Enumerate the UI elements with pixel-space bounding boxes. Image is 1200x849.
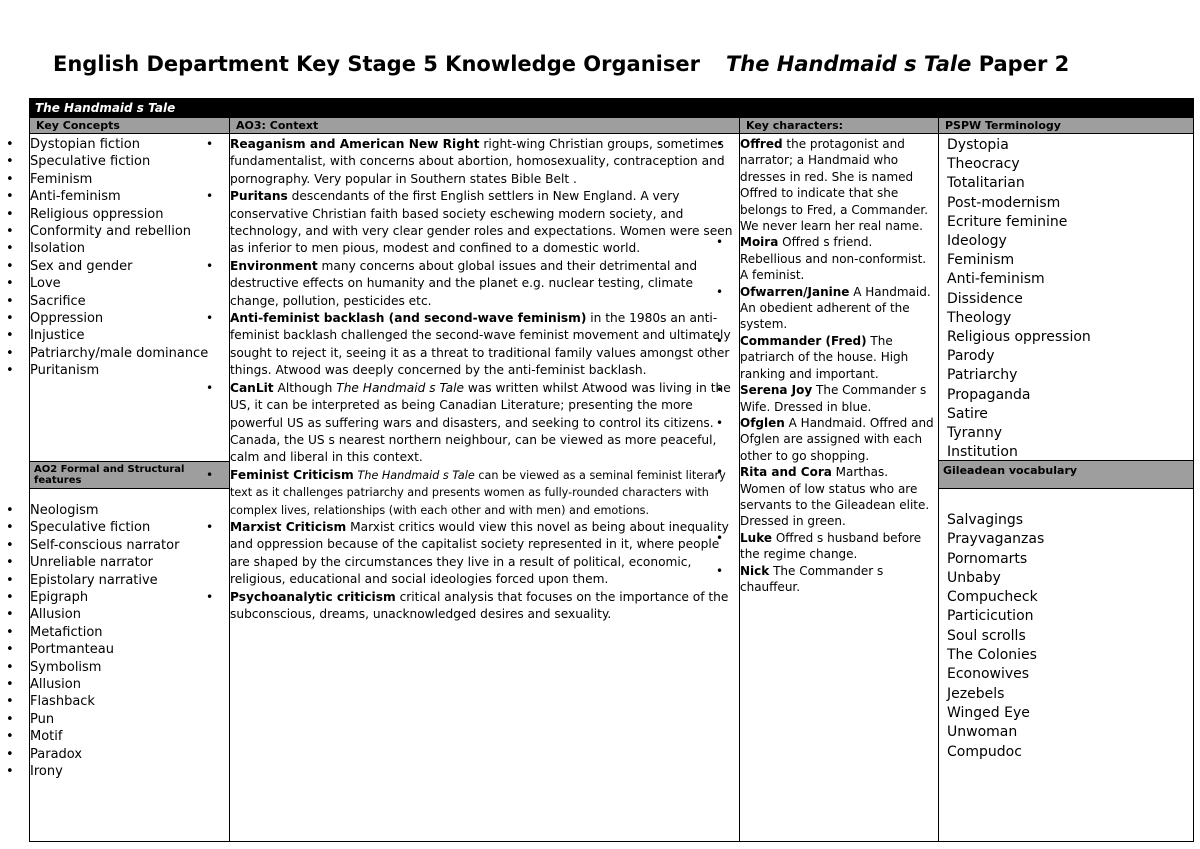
term-item: Salvagings [947,512,1024,528]
terminology-column [938,118,1193,841]
list-item: • Feminism [30,171,229,188]
list-item: • Motif [30,728,229,745]
sheet-title-bar: The Handmaid s Tale [30,99,1193,118]
character-name: Commander (Fred) [740,333,867,348]
list-item: • Oppression [30,310,229,327]
context-desc: Marxist critics would view this novel as being about inequality and oppression because of the capitalist society represented in it, where people are shaped by the circumstances they live in a result of political, economic, religious, educational and social ideologies forced upon them. [230,519,729,587]
character-desc: A Handmaid. Offred and Ofglen are assigned with each other to go shopping. [740,415,934,463]
term-item: Tyranny [947,425,1003,442]
character-desc: The Commander s chauffeur. [740,563,884,594]
list-item: • Love [30,275,229,292]
character-desc: The Commander s Wife. Dressed in blue. [740,383,927,414]
context-term: Environment [230,258,318,273]
list-item: • Epigraph [30,589,229,606]
term-item: Compudoc [947,743,1022,760]
character-item [740,530,934,563]
term-item: Econowives [947,666,1030,683]
characters-header: Key characters: [740,118,938,134]
character-name: Offred [740,137,783,151]
list-item: • Dystopian fiction [30,136,229,153]
character-name: Nick [740,563,770,578]
context-desc: was written whilst Atwood was living in the US, it can be interpreted as being Canadian Literature; presenting the more powerful US as suffering wars and disasters, and seeking to control its citizens. Canada, the US s nearest northern neighbour, can be viewed as more peaceful, calm and liberal in this context. [230,380,731,465]
key-concepts-column [30,118,229,841]
term-item: Patriarchy [947,367,1018,384]
list-item: • Self-conscious narrator [30,537,229,554]
term-item: Ecriture feminine [947,213,1068,230]
characters-list [740,136,934,595]
character-item [740,382,934,415]
character-name: Serena Joy [740,383,813,398]
character-desc: The patriarch of the house. High ranking and important. [740,333,909,381]
term-item: Feminism [947,252,1015,269]
context-emphasis: The Handmaid s Tale [357,468,475,482]
list-item: • Puritanism [30,362,229,379]
list-item: • Isolation [30,240,229,257]
context-emphasis: The Handmaid s Tale [336,380,464,395]
term-item: Unwoman [947,724,1018,741]
character-item [740,284,934,333]
page-title: English Department Key Stage 5 Knowledge Organiser The Handmaid s Tale Paper 2 [53,52,1070,76]
term-item: Particicution [947,608,1034,625]
term-item: Post-modernism [947,194,1061,211]
context-text [230,381,731,465]
character-desc: Offred s husband before the regime change. [740,530,922,562]
character-item [740,415,934,464]
list-item: • Flashback [30,693,229,710]
character-desc: the protagonist and narrator; a Handmaid who dresses in red. She is named Offred to indicate that she belongs to Fred, a Commander. We never learn her real name. [740,137,929,234]
list-item: • Epistolary narrative [30,572,229,589]
list-item: • Religious oppression [30,206,229,223]
list-item: • Paradox [30,746,229,763]
context-column [229,118,739,841]
context-item [230,310,735,380]
context-desc: many concerns about global issues and their detrimental and destructive effects on humanity and the planet e.g. nuclear testing, climate change, pollution, pesticides etc. [230,258,698,308]
character-desc: A Handmaid. An obedient adherent of the system. [740,284,931,332]
list-item: • Speculative fiction [30,153,229,170]
gilead-vocab-header: Gileadean vocabulary [939,460,1193,489]
context-term: CanLit [230,380,274,395]
context-text [230,189,732,255]
terminology-header: PSPW Terminology [939,118,1193,134]
knowledge-organiser-table [29,98,1194,842]
character-name: Moira [740,235,779,250]
context-desc: right-wing Christian groups, sometimes fundamentalist, with concerns about abortion, homosexuality, contraception and pornography. Very popular in Southern states Bible Belt . [230,137,725,186]
context-term: Psychoanalytic criticism [230,589,396,604]
character-item [740,234,934,283]
list-item: • Neologism [30,502,229,519]
list-item: • Pun [30,711,229,728]
character-item [740,333,934,382]
term-item: Unbaby [947,569,1001,586]
key-concepts-list [30,136,229,380]
key-concepts-header: Key Concepts [30,118,229,134]
character-item [740,136,934,234]
formal-features-list [30,502,229,781]
context-desc: can be viewed as a seminal feminist literary text as it challenges patriarchy and presents women as fully-rounded characters with complex lives, relationships (with each other and with men) and emotions. [230,468,726,517]
term-item: Parody [947,348,995,365]
character-desc: Offred s friend. Rebellious and non-conformist. A feminist. [740,235,927,283]
context-item [230,136,735,188]
character-name: Ofwarren/Janine [740,284,850,299]
context-item [230,380,735,467]
character-item [740,563,934,596]
list-item: • Patriarchy/male dominance [30,345,229,362]
term-item: Institution [947,444,1018,461]
context-term: Anti-feminist backlash (and second-wave feminism) [230,311,587,326]
list-item: • Sacrifice [30,293,229,310]
term-item: Religious oppression [947,329,1091,346]
character-name: Rita and Cora [740,465,832,480]
context-term: Feminist Criticism [230,467,354,482]
context-item [230,188,735,258]
gilead-vocab-list [939,511,1193,762]
book-title: The Handmaid s Tale [725,52,972,76]
term-item: Compucheck [947,589,1038,606]
formal-features-header: AO2 Formal and Structural features [30,461,229,489]
list-item: • Allusion [30,676,229,693]
term-item: Pornomarts [947,550,1028,567]
list-item: • Sex and gender [30,258,229,275]
context-term: Marxist Criticism [230,519,347,534]
term-item: Satire [947,405,988,422]
context-item [230,258,735,310]
term-item: Dissidence [947,290,1023,307]
context-item [230,589,735,624]
character-desc: Marthas. Women of low status who are servants to the Gileadean elite. Dressed in green. [740,465,930,529]
list-item: • Speculative fiction [30,519,229,536]
list-item: • Symbolism [30,659,229,676]
context-desc: descendants of the first English settlers in New England. A very conservative Christian faith based society eschewing modern society, and technology, and with very clear gender roles and expectations. Women were seen as inferior to men pious, modest and confined to a domestic world. [230,189,733,256]
list-item: • Anti-feminism [30,188,229,205]
character-item [740,464,934,530]
term-item: Jezebels [947,685,1005,702]
term-item: Winged Eye [947,704,1030,721]
term-item: Theocracy [947,156,1020,173]
context-header: AO3: Context [230,118,739,134]
list-item: • Injustice [30,327,229,344]
term-item: Prayvaganzas [947,531,1045,548]
context-desc: critical analysis that focuses on the importance of the subconscious, dreams, unacknowledged desires and sexuality. [230,589,729,621]
term-item: Dystopia [947,137,1009,153]
term-item: Soul scrolls [947,627,1026,644]
terminology-list [939,136,1193,462]
context-desc: in the 1980s an anti-feminist backlash challenged the second-wave feminist movement and ultimately sought to reject it, seeing it as a threat to traditional family values amongst other things. Atwood was deeply concerned by the anti-feminist backlash. [230,311,731,378]
context-item [230,467,735,519]
term-item: Anti-feminism [947,271,1045,288]
context-list [230,136,735,623]
list-item: • Portmanteau [30,641,229,658]
term-item: Propaganda [947,386,1031,403]
context-item [230,519,735,589]
list-item: • Irony [30,763,229,780]
list-item: • Unreliable narrator [30,554,229,571]
term-item: Theology [947,309,1012,326]
list-item: • Allusion [30,606,229,623]
context-pre: Although [277,380,337,395]
context-term: Puritans [230,189,288,204]
characters-column [739,118,938,841]
character-name: Ofglen [740,415,785,430]
term-item: Totalitarian [947,175,1025,192]
term-item: Ideology [947,233,1007,250]
list-item: • Metafiction [30,624,229,641]
term-item: The Colonies [947,647,1037,664]
list-item: • Conformity and rebellion [30,223,229,240]
character-name: Luke [740,530,772,545]
context-term: Reaganism and American New Right [230,137,480,151]
